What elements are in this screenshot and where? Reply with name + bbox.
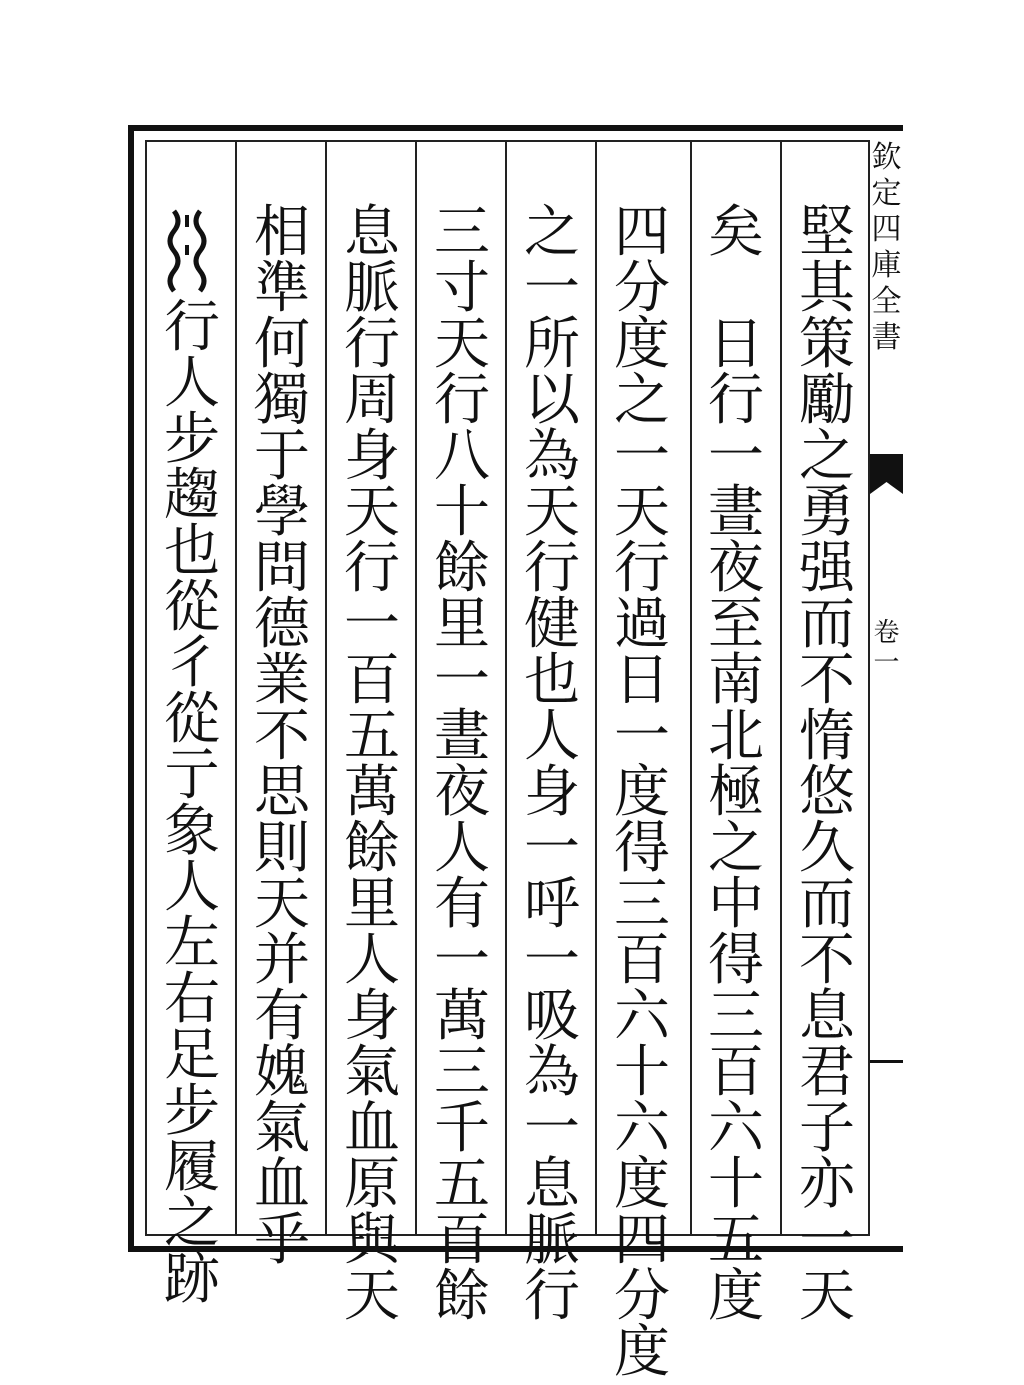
glyph: 矣: [708, 200, 764, 265]
text-column-8: [150, 295, 234, 1312]
glyph: 度: [614, 1320, 670, 1385]
column-rule: [690, 140, 692, 1236]
glyph: 北: [708, 704, 764, 769]
glyph: 氣: [254, 1096, 310, 1161]
column-rule: [505, 140, 507, 1236]
glyph: 血: [344, 1096, 400, 1161]
glyph: 子: [799, 1096, 855, 1161]
glyph: 之: [614, 368, 670, 433]
glyph: 行: [524, 1264, 580, 1329]
glyph: 學: [254, 480, 310, 545]
glyph: 一: [344, 592, 400, 657]
glyph: 脈: [524, 1208, 580, 1273]
glyph: 過: [614, 592, 670, 657]
glyph: 脈: [344, 256, 400, 321]
banxin-title: [870, 140, 903, 356]
glyph: 里: [434, 592, 490, 657]
glyph: 餘: [434, 536, 490, 601]
glyph: 左: [164, 911, 220, 976]
glyph: 身: [524, 760, 580, 825]
text-column-2: [694, 200, 778, 1329]
glyph: 百: [434, 1208, 490, 1273]
glyph: 天: [434, 312, 490, 377]
glyph: 餘: [344, 816, 400, 881]
glyph: 四: [614, 200, 670, 265]
glyph: 得: [614, 816, 670, 881]
glyph: 則: [254, 816, 310, 881]
glyph: 寸: [434, 256, 490, 321]
glyph: 行: [614, 536, 670, 601]
glyph: 得: [708, 928, 764, 993]
text-column-5: [420, 200, 504, 1329]
glyph: 也: [164, 519, 220, 584]
banxin-strip: [870, 140, 903, 1236]
glyph: 萬: [434, 984, 490, 1049]
glyph: 有: [434, 872, 490, 937]
glyph: 庫: [871, 248, 902, 283]
glyph: 獨: [254, 368, 310, 433]
glyph: 息: [799, 984, 855, 1049]
glyph: 行: [434, 368, 490, 433]
glyph: 十: [708, 1152, 764, 1217]
glyph: 一: [434, 648, 490, 713]
glyph: 不: [799, 928, 855, 993]
glyph: 極: [708, 760, 764, 825]
glyph: 一: [524, 928, 580, 993]
glyph: 之: [524, 200, 580, 265]
glyph: 之: [708, 816, 764, 881]
glyph: 步: [164, 407, 220, 472]
seal-script-xing-icon: [160, 205, 220, 295]
glyph: 君: [799, 1040, 855, 1105]
glyph: 所: [524, 312, 580, 377]
glyph: 從: [164, 687, 220, 752]
glyph: 行: [344, 536, 400, 601]
glyph: 問: [254, 536, 310, 601]
glyph: 悠: [799, 760, 855, 825]
glyph: 行: [524, 536, 580, 601]
glyph: 行: [164, 295, 220, 360]
glyph: 并: [254, 928, 310, 993]
glyph: 周: [344, 368, 400, 433]
glyph: 餘: [434, 1264, 490, 1329]
glyph: 亦: [799, 1152, 855, 1217]
column-rule: [595, 140, 597, 1236]
glyph: 惰: [799, 704, 855, 769]
glyph: 行: [708, 368, 764, 433]
glyph: 一: [524, 1096, 580, 1161]
glyph: 天: [344, 480, 400, 545]
glyph: 五: [344, 704, 400, 769]
glyph: 其: [799, 256, 855, 321]
glyph: 四: [871, 212, 902, 247]
glyph: 跡: [164, 1247, 220, 1312]
glyph: 六: [708, 1096, 764, 1161]
column-rule: [780, 140, 782, 1236]
glyph: 彳: [164, 631, 220, 696]
glyph: 三: [614, 872, 670, 937]
glyph: 堅: [799, 200, 855, 265]
glyph: 思: [254, 760, 310, 825]
glyph: 吸: [524, 984, 580, 1049]
glyph: 度: [614, 312, 670, 377]
glyph: 一: [614, 704, 670, 769]
glyph: 晝: [434, 704, 490, 769]
glyph: 千: [434, 1096, 490, 1161]
column-rule: [235, 140, 237, 1236]
glyph: 天: [799, 1264, 855, 1329]
glyph: 分: [614, 1264, 670, 1329]
glyph: 準: [254, 256, 310, 321]
glyph: 息: [344, 200, 400, 265]
glyph: 久: [799, 816, 855, 881]
juan-number: [870, 618, 903, 678]
glyph: 步: [164, 1079, 220, 1144]
glyph: 十: [614, 1040, 670, 1105]
glyph: 為: [524, 1040, 580, 1105]
glyph: 中: [708, 872, 764, 937]
glyph: 定: [871, 176, 902, 211]
glyph: 身: [344, 984, 400, 1049]
glyph: 血: [254, 1152, 310, 1217]
glyph: 至: [708, 592, 764, 657]
glyph: 南: [708, 648, 764, 713]
glyph: 一: [614, 424, 670, 489]
glyph: 三: [708, 984, 764, 1049]
glyph: 一: [873, 648, 900, 678]
glyph: 四: [614, 1208, 670, 1273]
glyph: 八: [434, 424, 490, 489]
glyph: 不: [799, 648, 855, 713]
glyph: 而: [799, 872, 855, 937]
glyph: 人: [164, 351, 220, 416]
glyph: 日: [708, 312, 764, 377]
glyph: 一: [708, 424, 764, 489]
glyph: 呼: [524, 872, 580, 937]
glyph: 天: [254, 872, 310, 937]
glyph: 于: [254, 424, 310, 489]
column-rule: [415, 140, 417, 1236]
glyph: 人: [524, 704, 580, 769]
glyph: 書: [871, 320, 902, 355]
glyph: 夜: [708, 536, 764, 601]
glyph: 而: [799, 592, 855, 657]
glyph: 氣: [344, 1040, 400, 1105]
glyph: 萬: [344, 760, 400, 825]
glyph: 勵: [799, 368, 855, 433]
glyph: 六: [614, 984, 670, 1049]
glyph: 天: [614, 480, 670, 545]
glyph: 有: [254, 984, 310, 1049]
glyph: 以: [524, 368, 580, 433]
glyph: 從: [164, 575, 220, 640]
glyph: 身: [344, 424, 400, 489]
glyph: 一: [524, 816, 580, 881]
text-column-3: [600, 200, 684, 1385]
glyph: 履: [164, 1135, 220, 1200]
glyph: 天: [344, 1264, 400, 1329]
glyph: 里: [344, 872, 400, 937]
glyph: 勇: [799, 480, 855, 545]
glyph: 日: [614, 648, 670, 713]
glyph: 强: [799, 536, 855, 601]
glyph: 晝: [708, 480, 764, 545]
glyph: 媿: [254, 1040, 310, 1105]
glyph: 卷: [873, 618, 900, 648]
glyph: 百: [344, 648, 400, 713]
glyph: 度: [614, 760, 670, 825]
glyph: 欽: [871, 140, 902, 175]
glyph: 何: [254, 312, 310, 377]
fishtail-mark: [870, 454, 903, 494]
glyph: 健: [524, 592, 580, 657]
glyph: 業: [254, 648, 310, 713]
glyph: 三: [434, 1040, 490, 1105]
glyph: 不: [254, 704, 310, 769]
text-column-4: [510, 200, 594, 1329]
glyph: 六: [614, 1096, 670, 1161]
glyph: 右: [164, 967, 220, 1032]
glyph: 五: [434, 1152, 490, 1217]
glyph: 度: [708, 1264, 764, 1329]
glyph: 相: [254, 200, 310, 265]
text-column-6: [330, 200, 414, 1329]
glyph: 一: [524, 256, 580, 321]
column-rule: [325, 140, 327, 1236]
glyph: 一: [799, 1208, 855, 1273]
glyph: 也: [524, 648, 580, 713]
text-column-1: [785, 200, 869, 1329]
glyph: 三: [434, 200, 490, 265]
glyph: 足: [164, 1023, 220, 1088]
glyph: 行: [344, 312, 400, 377]
glyph: 乎: [254, 1208, 310, 1273]
glyph: 策: [799, 312, 855, 377]
glyph: 趨: [164, 463, 220, 528]
glyph: 人: [164, 855, 220, 920]
glyph: 天: [524, 480, 580, 545]
glyph: 原: [344, 1152, 400, 1217]
glyph: 百: [708, 1040, 764, 1105]
glyph: 人: [344, 928, 400, 993]
glyph: 之: [164, 1191, 220, 1256]
glyph: 一: [434, 928, 490, 993]
text-column-7: [240, 200, 324, 1273]
glyph: 夜: [434, 760, 490, 825]
glyph: 全: [871, 284, 902, 319]
glyph: 人: [434, 816, 490, 881]
glyph: 與: [344, 1208, 400, 1273]
glyph: 息: [524, 1152, 580, 1217]
glyph: 德: [254, 592, 310, 657]
glyph: 分: [614, 256, 670, 321]
glyph: 象: [164, 799, 220, 864]
glyph: 十: [434, 480, 490, 545]
glyph: 五: [708, 1208, 764, 1273]
glyph: 亍: [164, 743, 220, 808]
glyph: 度: [614, 1152, 670, 1217]
lower-fishtail-line: [870, 1060, 903, 1063]
glyph: 為: [524, 424, 580, 489]
glyph: 之: [799, 424, 855, 489]
glyph: 百: [614, 928, 670, 993]
